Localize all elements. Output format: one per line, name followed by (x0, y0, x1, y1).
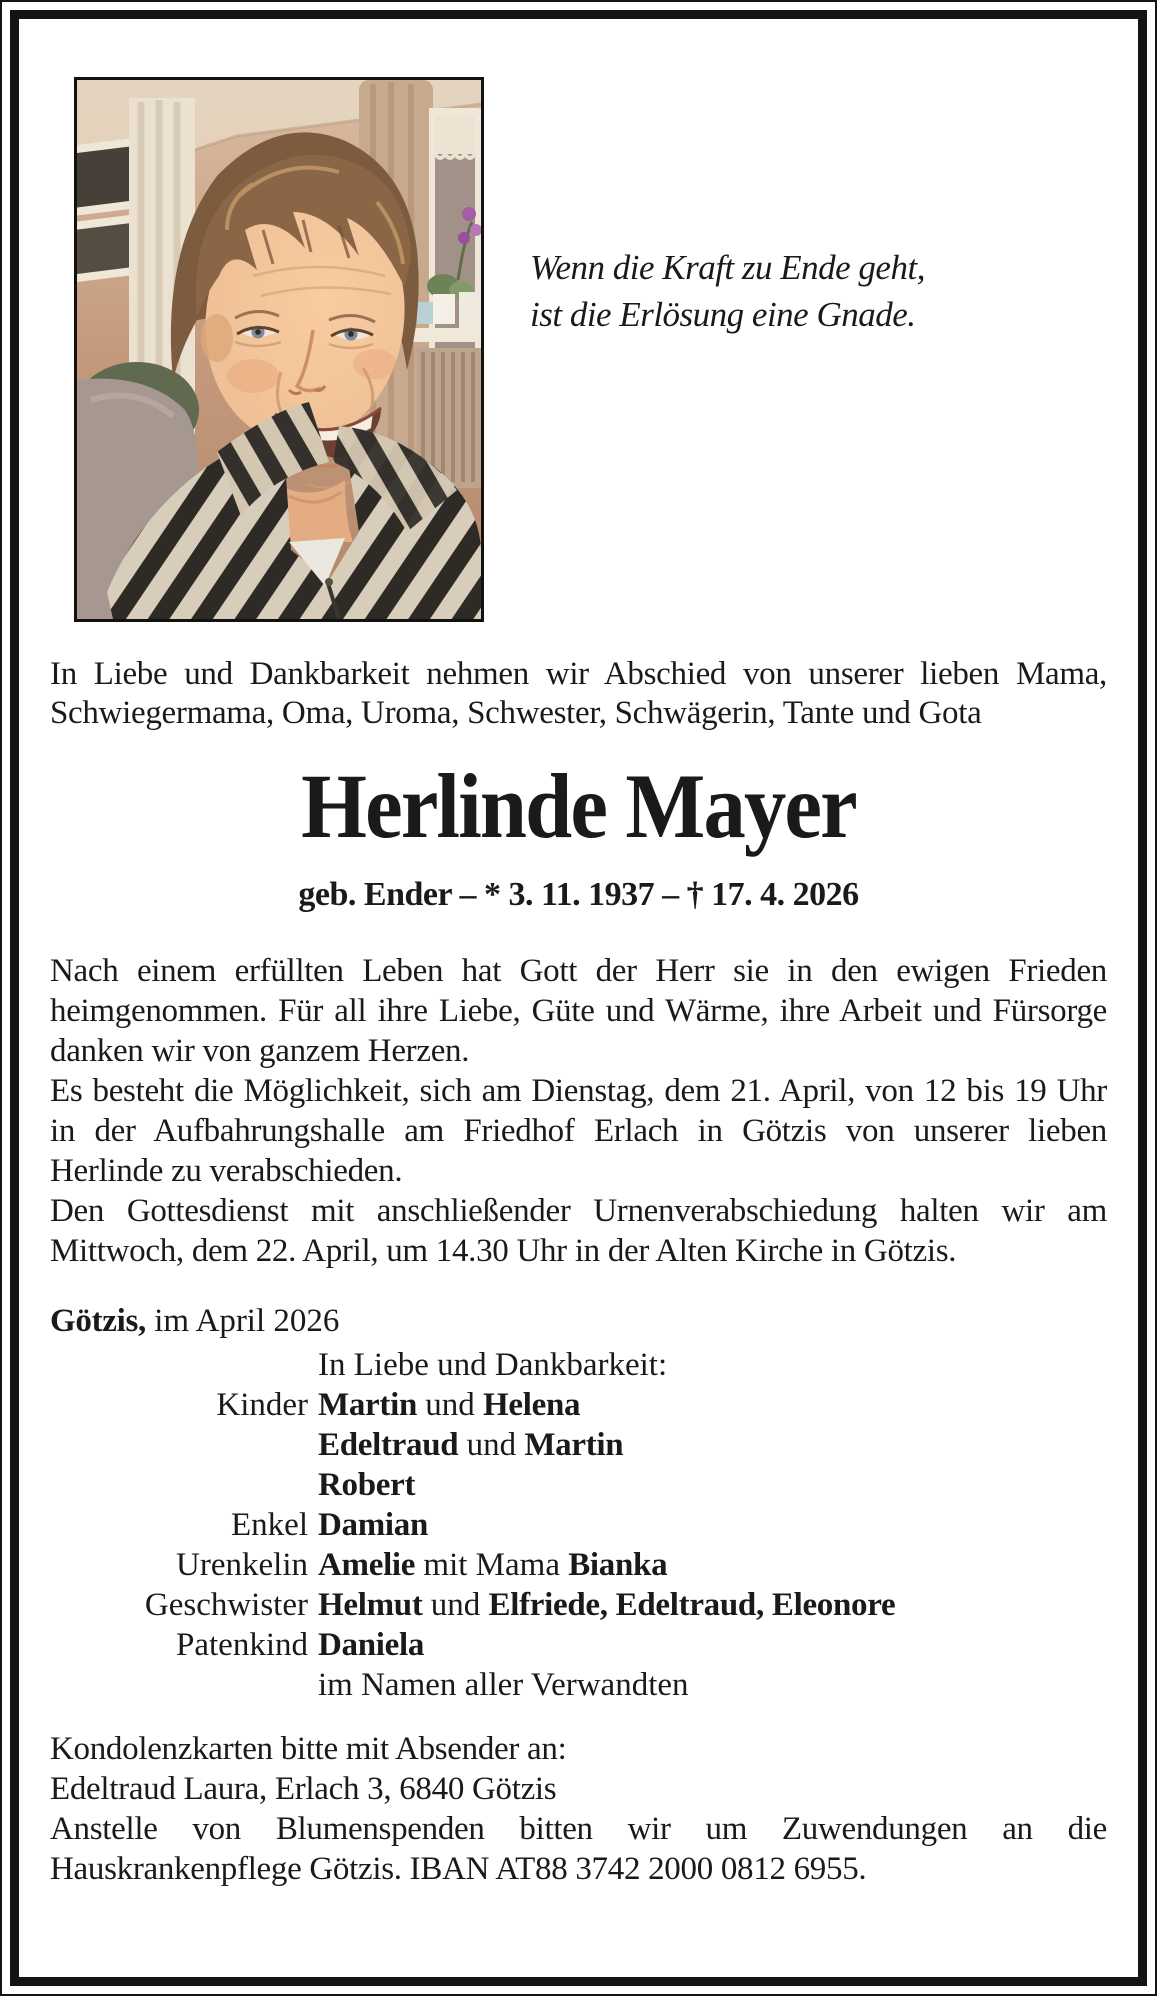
condolence-note: Kondolenzkarten bitte mit Absender an: (50, 1731, 567, 1767)
family-label (50, 1425, 308, 1465)
family-label: Kinder (216, 1387, 308, 1423)
notice-content (50, 58, 1107, 1889)
family-label: Geschwister (144, 1587, 308, 1623)
family-outro-row (50, 1665, 1107, 1705)
life-dates: geb. Ender – * 3. 11. 1937 – † 17. 4. 2026 (298, 876, 859, 913)
quote-line-1: Wenn die Kraft zu Ende geht, (530, 248, 925, 287)
family-row-geschwister: Geschwister Helmut und Elfriede, Edeltraud, Eleonore (50, 1585, 1107, 1625)
family-intro-row (50, 1345, 1107, 1385)
family-row-urenkelin: Urenkelin Amelie mit Mama Bianka (50, 1545, 1107, 1585)
quote-line-2: ist die Erlösung eine Gnade. (530, 295, 916, 334)
family-outro: im Namen aller Verwandten (318, 1667, 689, 1703)
dateline-place: Götzis, (50, 1303, 146, 1339)
family-row-kinder-3: Robert (50, 1465, 1107, 1505)
family-row-kinder-1: Kinder Martin und Helena (50, 1385, 1107, 1425)
mourners-list (50, 1345, 1107, 1705)
condolence-address: Edeltraud Laura, Erlach 3, 6840 Götzis (50, 1771, 557, 1807)
family-label: Enkel (231, 1507, 308, 1543)
deceased-name: Herlinde Mayer (301, 755, 856, 857)
announcement-text (50, 951, 1107, 1271)
portrait-photo (74, 77, 484, 622)
memorial-quote (530, 244, 925, 622)
family-label: Patenkind (176, 1627, 308, 1663)
family-intro: In Liebe und Dankbarkeit: (318, 1347, 668, 1383)
footer-notes (50, 1729, 1107, 1889)
family-row-enkel: Enkel Damian (50, 1505, 1107, 1545)
family-label (50, 1465, 308, 1505)
family-row-patenkind: Patenkind Daniela (50, 1625, 1107, 1665)
paragraph-service: Den Gottesdienst mit anschließender Urnenverabschiedung halten wir am Mittwoch, dem 22. April, um 14.30 Uhr in der Alten Kirche in Götzis. (50, 1193, 1107, 1269)
dateline-date: im April 2026 (145, 1303, 340, 1339)
farewell-intro: In Liebe und Dankbarkeit nehmen wir Abschied von unserer lieben Mama, Schwiegermama, Oma, Uroma, Schwester, Schwägerin, Tante und Gota (50, 656, 1107, 731)
family-label: Urenkelin (176, 1547, 308, 1583)
paragraph-viewing: Es besteht die Möglichkeit, sich am Dienstag, dem 21. April, von 12 bis 19 Uhr in der Aufbahrungshalle am Friedhof Erlach in Götzis von unserer lieben Herlinde zu verabschieden. (50, 1073, 1107, 1189)
donation-note: Anstelle von Blumenspenden bitten wir um Zuwendungen an die Hauskrankenpflege Götzis. IBAN AT88 3742 2000 0812 6955. (50, 1811, 1107, 1887)
photo-and-quote-row (50, 58, 1107, 622)
dateline (50, 1301, 1107, 1341)
family-row-kinder-2: Edeltraud und Martin (50, 1425, 1107, 1465)
paragraph-obituary: Nach einem erfüllten Leben hat Gott der Herr sie in den ewigen Frieden heimgenommen. Für all ihre Liebe, Güte und Wärme, ihre Arbeit und Fürsorge danken wir von ganzem Herzen. (50, 953, 1107, 1069)
